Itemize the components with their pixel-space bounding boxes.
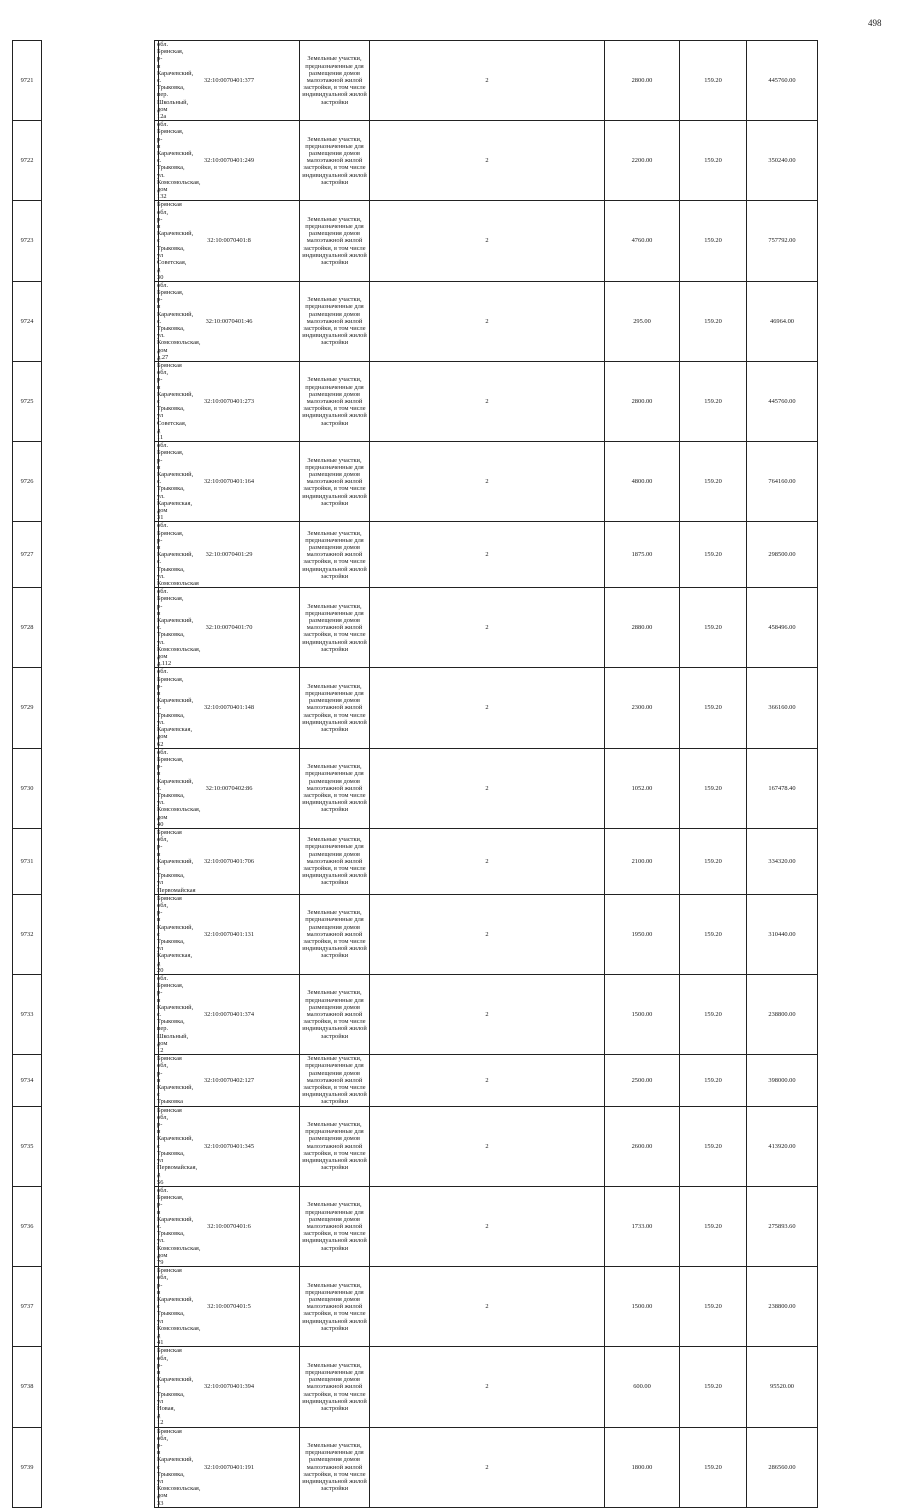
- cadastral-number-cell: 32:10:0070401:706: [159, 828, 300, 894]
- table-row: [13, 201, 893, 281]
- land-use-cell: Земельные участки, предназначенные для размещения домов малоэтажной жилой застройки, в том числе индивидуальной жилой застройки: [300, 1055, 370, 1106]
- spacer-cell: [42, 748, 155, 828]
- cadastral-number-cell: 32:10:0070401:29: [159, 522, 300, 588]
- group-cell: 2: [370, 828, 605, 894]
- address-cell: обл. Брянская, р-н Карачевский, с. Трыковка, ул. Комсомольская, дом д.112: [155, 588, 159, 668]
- land-use-cell: Земельные участки, предназначенные для размещения домов малоэтажной жилой застройки, в том числе индивидуальной жилой застройки: [300, 361, 370, 441]
- table-row: [13, 281, 893, 361]
- cadastral-value-table: [12, 40, 893, 1508]
- specific-value-cell: 159.20: [680, 1055, 747, 1106]
- spacer-cell: [42, 1267, 155, 1347]
- area-cell: 2600.00: [605, 1106, 680, 1186]
- group-cell: 2: [370, 1347, 605, 1427]
- spacer-cell: [42, 522, 155, 588]
- area-cell: 1500.00: [605, 1267, 680, 1347]
- land-use-cell: Земельные участки, предназначенные для размещения домов малоэтажной жилой застройки, в том числе индивидуальной жилой застройки: [300, 1427, 370, 1507]
- land-use-cell: Земельные участки, предназначенные для размещения домов малоэтажной жилой застройки, в том числе индивидуальной жилой застройки: [300, 668, 370, 748]
- spacer-cell: [42, 668, 155, 748]
- address-cell: обл. Брянская, р-н Карачевский, с. Трыковка, пер. Школьный, дом 12: [155, 975, 159, 1055]
- specific-value-cell: 159.20: [680, 1427, 747, 1507]
- spacer-cell: [42, 201, 155, 281]
- specific-value-cell: 159.20: [680, 894, 747, 974]
- address-cell: Брянская обл, р-н Карачевский, с Трыковка, ул Комсомольская, д 41: [155, 1267, 159, 1347]
- group-cell: 2: [370, 1186, 605, 1266]
- specific-value-cell: 159.20: [680, 588, 747, 668]
- row-number-cell: 9727: [13, 522, 42, 588]
- area-cell: 1800.00: [605, 1427, 680, 1507]
- row-number-cell: 9724: [13, 281, 42, 361]
- table-row: [13, 1267, 893, 1347]
- cadastral-value-cell: 413920.00: [747, 1106, 818, 1186]
- specific-value-cell: 159.20: [680, 201, 747, 281]
- cadastral-value-cell: 298500.00: [747, 522, 818, 588]
- cadastral-number-cell: 32:10:0070402:127: [159, 1055, 300, 1106]
- land-use-cell: Земельные участки, предназначенные для размещения домов малоэтажной жилой застройки, в том числе индивидуальной жилой застройки: [300, 1106, 370, 1186]
- spacer-cell: [42, 1106, 155, 1186]
- group-cell: 2: [370, 41, 605, 121]
- land-use-cell: Земельные участки, предназначенные для размещения домов малоэтажной жилой застройки, в том числе индивидуальной жилой застройки: [300, 281, 370, 361]
- area-cell: 2100.00: [605, 828, 680, 894]
- land-use-cell: Земельные участки, предназначенные для размещения домов малоэтажной жилой застройки, в том числе индивидуальной жилой застройки: [300, 828, 370, 894]
- spacer-cell: [42, 1186, 155, 1266]
- cadastral-number-cell: 32:10:0070401:131: [159, 894, 300, 974]
- group-cell: 2: [370, 748, 605, 828]
- row-number-cell: 9721: [13, 41, 42, 121]
- specific-value-cell: 159.20: [680, 361, 747, 441]
- area-cell: 1950.00: [605, 894, 680, 974]
- group-cell: 2: [370, 442, 605, 522]
- specific-value-cell: 159.20: [680, 828, 747, 894]
- table-row: [13, 1055, 893, 1106]
- cadastral-value-cell: 275893.60: [747, 1186, 818, 1266]
- cadastral-number-cell: 32:10:0070401:249: [159, 121, 300, 201]
- cadastral-number-cell: 32:10:0070401:148: [159, 668, 300, 748]
- spacer-cell: [42, 41, 155, 121]
- cadastral-number-cell: 32:10:0070401:164: [159, 442, 300, 522]
- table-row: [13, 442, 893, 522]
- land-use-cell: Земельные участки, предназначенные для размещения домов малоэтажной жилой застройки, в том числе индивидуальной жилой застройки: [300, 748, 370, 828]
- group-cell: 2: [370, 668, 605, 748]
- specific-value-cell: 159.20: [680, 1106, 747, 1186]
- cadastral-value-cell: 445760.00: [747, 41, 818, 121]
- group-cell: 2: [370, 1427, 605, 1507]
- area-cell: 2800.00: [605, 41, 680, 121]
- cadastral-value-cell: 310440.00: [747, 894, 818, 974]
- area-cell: 2300.00: [605, 668, 680, 748]
- page-number: 498: [868, 18, 882, 28]
- table-row: [13, 1427, 893, 1507]
- address-cell: Брянская обл, р-н Карачевский, с Трыковка, ул Карачевская, д 20: [155, 894, 159, 974]
- land-use-cell: Земельные участки, предназначенные для размещения домов малоэтажной жилой застройки, в том числе индивидуальной жилой застройки: [300, 894, 370, 974]
- table-row: [13, 361, 893, 441]
- row-number-cell: 9733: [13, 975, 42, 1055]
- spacer-cell: [42, 894, 155, 974]
- group-cell: 2: [370, 1106, 605, 1186]
- spacer-cell: [42, 1347, 155, 1427]
- row-number-cell: 9735: [13, 1106, 42, 1186]
- address-cell: обл. Брянская, р-н Карачевский, с. Трыковка, ул. Карачевская, дом 62: [155, 668, 159, 748]
- table-row: [13, 1186, 893, 1266]
- address-cell: Брянская обл, р-н Карачевский, с Трыковка, ул Первомайская: [155, 828, 159, 894]
- land-use-cell: Земельные участки, предназначенные для размещения домов малоэтажной жилой застройки, в том числе индивидуальной жилой застройки: [300, 522, 370, 588]
- table-row: [13, 668, 893, 748]
- cadastral-number-cell: 32:10:0070401:8: [159, 201, 300, 281]
- cadastral-number-cell: 32:10:0070402:86: [159, 748, 300, 828]
- cadastral-number-cell: 32:10:0070401:394: [159, 1347, 300, 1427]
- specific-value-cell: 159.20: [680, 748, 747, 828]
- cadastral-value-cell: 238800.00: [747, 1267, 818, 1347]
- spacer-cell: [42, 1055, 155, 1106]
- spacer-cell: [42, 1427, 155, 1507]
- table-row: [13, 1347, 893, 1427]
- area-cell: 2200.00: [605, 121, 680, 201]
- cadastral-number-cell: 32:10:0070401:5: [159, 1267, 300, 1347]
- row-number-cell: 9726: [13, 442, 42, 522]
- row-number-cell: 9725: [13, 361, 42, 441]
- address-cell: обл. Брянская, р-н Карачевский, с. Трыковка, ул. Комсомольская, дом 79: [155, 1186, 159, 1266]
- spacer-cell: [42, 442, 155, 522]
- cadastral-value-cell: 167478.40: [747, 748, 818, 828]
- group-cell: 2: [370, 1055, 605, 1106]
- area-cell: 2880.00: [605, 588, 680, 668]
- row-number-cell: 9722: [13, 121, 42, 201]
- table-row: [13, 522, 893, 588]
- land-use-cell: Земельные участки, предназначенные для размещения домов малоэтажной жилой застройки, в том числе индивидуальной жилой застройки: [300, 41, 370, 121]
- cadastral-value-cell: 445760.00: [747, 361, 818, 441]
- spacer-cell: [42, 828, 155, 894]
- spacer-cell: [42, 588, 155, 668]
- table-body: [13, 41, 893, 1508]
- group-cell: 2: [370, 121, 605, 201]
- group-cell: 2: [370, 201, 605, 281]
- table-row: [13, 975, 893, 1055]
- table-row: [13, 894, 893, 974]
- cadastral-value-cell: 458496.00: [747, 588, 818, 668]
- group-cell: 2: [370, 894, 605, 974]
- cadastral-number-cell: 32:10:0070401:377: [159, 41, 300, 121]
- address-cell: Брянская обл, р-н Карачевский, с Трыковка, ул Советская, д 30: [155, 201, 159, 281]
- row-number-cell: 9737: [13, 1267, 42, 1347]
- specific-value-cell: 159.20: [680, 1267, 747, 1347]
- group-cell: 2: [370, 588, 605, 668]
- cadastral-value-cell: 334320.00: [747, 828, 818, 894]
- cadastral-number-cell: 32:10:0070401:46: [159, 281, 300, 361]
- spacer-cell: [42, 361, 155, 441]
- specific-value-cell: 159.20: [680, 121, 747, 201]
- specific-value-cell: 159.20: [680, 442, 747, 522]
- cadastral-number-cell: 32:10:0070401:191: [159, 1427, 300, 1507]
- address-cell: обл. Брянская, р-н Карачевский, с. Трыковка, ул. Комсомольская: [155, 522, 159, 588]
- cadastral-number-cell: 32:10:0070401:6: [159, 1186, 300, 1266]
- area-cell: 1500.00: [605, 975, 680, 1055]
- spacer-cell: [42, 281, 155, 361]
- land-use-cell: Земельные участки, предназначенные для размещения домов малоэтажной жилой застройки, в том числе индивидуальной жилой застройки: [300, 201, 370, 281]
- spacer-cell: [42, 121, 155, 201]
- row-number-cell: 9728: [13, 588, 42, 668]
- address-cell: обл. Брянская, р-н Карачевский, с. Трыковка, ул. Комсомольская, дом 40: [155, 748, 159, 828]
- land-use-cell: Земельные участки, предназначенные для размещения домов малоэтажной жилой застройки, в том числе индивидуальной жилой застройки: [300, 975, 370, 1055]
- area-cell: 1052.00: [605, 748, 680, 828]
- address-cell: Брянская обл, р-н Карачевский, с Трыковка, ул Комсомольская, дом 33: [155, 1427, 159, 1507]
- cadastral-value-cell: 398000.00: [747, 1055, 818, 1106]
- cadastral-number-cell: 32:10:0070401:70: [159, 588, 300, 668]
- row-number-cell: 9736: [13, 1186, 42, 1266]
- cadastral-number-cell: 32:10:0070401:345: [159, 1106, 300, 1186]
- area-cell: 295.00: [605, 281, 680, 361]
- table-row: [13, 1106, 893, 1186]
- land-use-cell: Земельные участки, предназначенные для размещения домов малоэтажной жилой застройки, в том числе индивидуальной жилой застройки: [300, 1347, 370, 1427]
- cadastral-value-cell: 764160.00: [747, 442, 818, 522]
- group-cell: 2: [370, 361, 605, 441]
- cadastral-value-cell: 757792.00: [747, 201, 818, 281]
- cadastral-value-cell: 286560.00: [747, 1427, 818, 1507]
- row-number-cell: 9730: [13, 748, 42, 828]
- address-cell: Брянская обл, р-н Карачевский, с Трыковка, ул Первомайская, д 56: [155, 1106, 159, 1186]
- row-number-cell: 9732: [13, 894, 42, 974]
- area-cell: 4760.00: [605, 201, 680, 281]
- spacer-cell: [42, 975, 155, 1055]
- specific-value-cell: 159.20: [680, 1347, 747, 1427]
- specific-value-cell: 159.20: [680, 1186, 747, 1266]
- address-cell: Брянская обл, р-н Карачевский, с Трыковка, ул Новая, д 12: [155, 1347, 159, 1427]
- specific-value-cell: 159.20: [680, 668, 747, 748]
- row-number-cell: 9723: [13, 201, 42, 281]
- land-use-cell: Земельные участки, предназначенные для размещения домов малоэтажной жилой застройки, в том числе индивидуальной жилой застройки: [300, 121, 370, 201]
- row-number-cell: 9738: [13, 1347, 42, 1427]
- group-cell: 2: [370, 281, 605, 361]
- address-cell: обл. Брянская, р-н Карачевский, с. Трыковка, ул. Комсомольская, дом 132: [155, 121, 159, 201]
- land-use-cell: Земельные участки, предназначенные для размещения домов малоэтажной жилой застройки, в том числе индивидуальной жилой застройки: [300, 588, 370, 668]
- group-cell: 2: [370, 1267, 605, 1347]
- table-row: [13, 41, 893, 121]
- address-cell: Брянская обл, р-н Карачевский, с Трыковка, ул Советская, д 11: [155, 361, 159, 441]
- area-cell: 1733.00: [605, 1186, 680, 1266]
- land-use-cell: Земельные участки, предназначенные для размещения домов малоэтажной жилой застройки, в том числе индивидуальной жилой застройки: [300, 1267, 370, 1347]
- table-row: [13, 748, 893, 828]
- group-cell: 2: [370, 522, 605, 588]
- table-row: [13, 588, 893, 668]
- cadastral-value-cell: 366160.00: [747, 668, 818, 748]
- area-cell: 2800.00: [605, 361, 680, 441]
- table-row: [13, 121, 893, 201]
- address-cell: обл. Брянская, р-н Карачевский, с. Трыковка, ул. Карачевская, дом 31: [155, 442, 159, 522]
- row-number-cell: 9734: [13, 1055, 42, 1106]
- cadastral-number-cell: 32:10:0070401:273: [159, 361, 300, 441]
- address-cell: Брянская обл, р-н Карачевский, с Трыковка: [155, 1055, 159, 1106]
- land-use-cell: Земельные участки, предназначенные для размещения домов малоэтажной жилой застройки, в том числе индивидуальной жилой застройки: [300, 1186, 370, 1266]
- specific-value-cell: 159.20: [680, 522, 747, 588]
- row-number-cell: 9739: [13, 1427, 42, 1507]
- area-cell: 600.00: [605, 1347, 680, 1427]
- area-cell: 4800.00: [605, 442, 680, 522]
- specific-value-cell: 159.20: [680, 281, 747, 361]
- cadastral-value-cell: 46964.00: [747, 281, 818, 361]
- table-row: [13, 828, 893, 894]
- cadastral-number-cell: 32:10:0070401:374: [159, 975, 300, 1055]
- cadastral-value-cell: 95520.00: [747, 1347, 818, 1427]
- address-cell: обл. Брянская, р-н Карачевский, с. Трыковка, пер. Школьный, дом 12а: [155, 41, 159, 121]
- specific-value-cell: 159.20: [680, 41, 747, 121]
- area-cell: 1875.00: [605, 522, 680, 588]
- address-cell: обл. Брянская, р-н Карачевский, с. Трыковка, ул. Комсомольская, дом д.27: [155, 281, 159, 361]
- row-number-cell: 9729: [13, 668, 42, 748]
- group-cell: 2: [370, 975, 605, 1055]
- area-cell: 2500.00: [605, 1055, 680, 1106]
- cadastral-value-cell: 350240.00: [747, 121, 818, 201]
- cadastral-value-cell: 238800.00: [747, 975, 818, 1055]
- land-use-cell: Земельные участки, предназначенные для размещения домов малоэтажной жилой застройки, в том числе индивидуальной жилой застройки: [300, 442, 370, 522]
- row-number-cell: 9731: [13, 828, 42, 894]
- specific-value-cell: 159.20: [680, 975, 747, 1055]
